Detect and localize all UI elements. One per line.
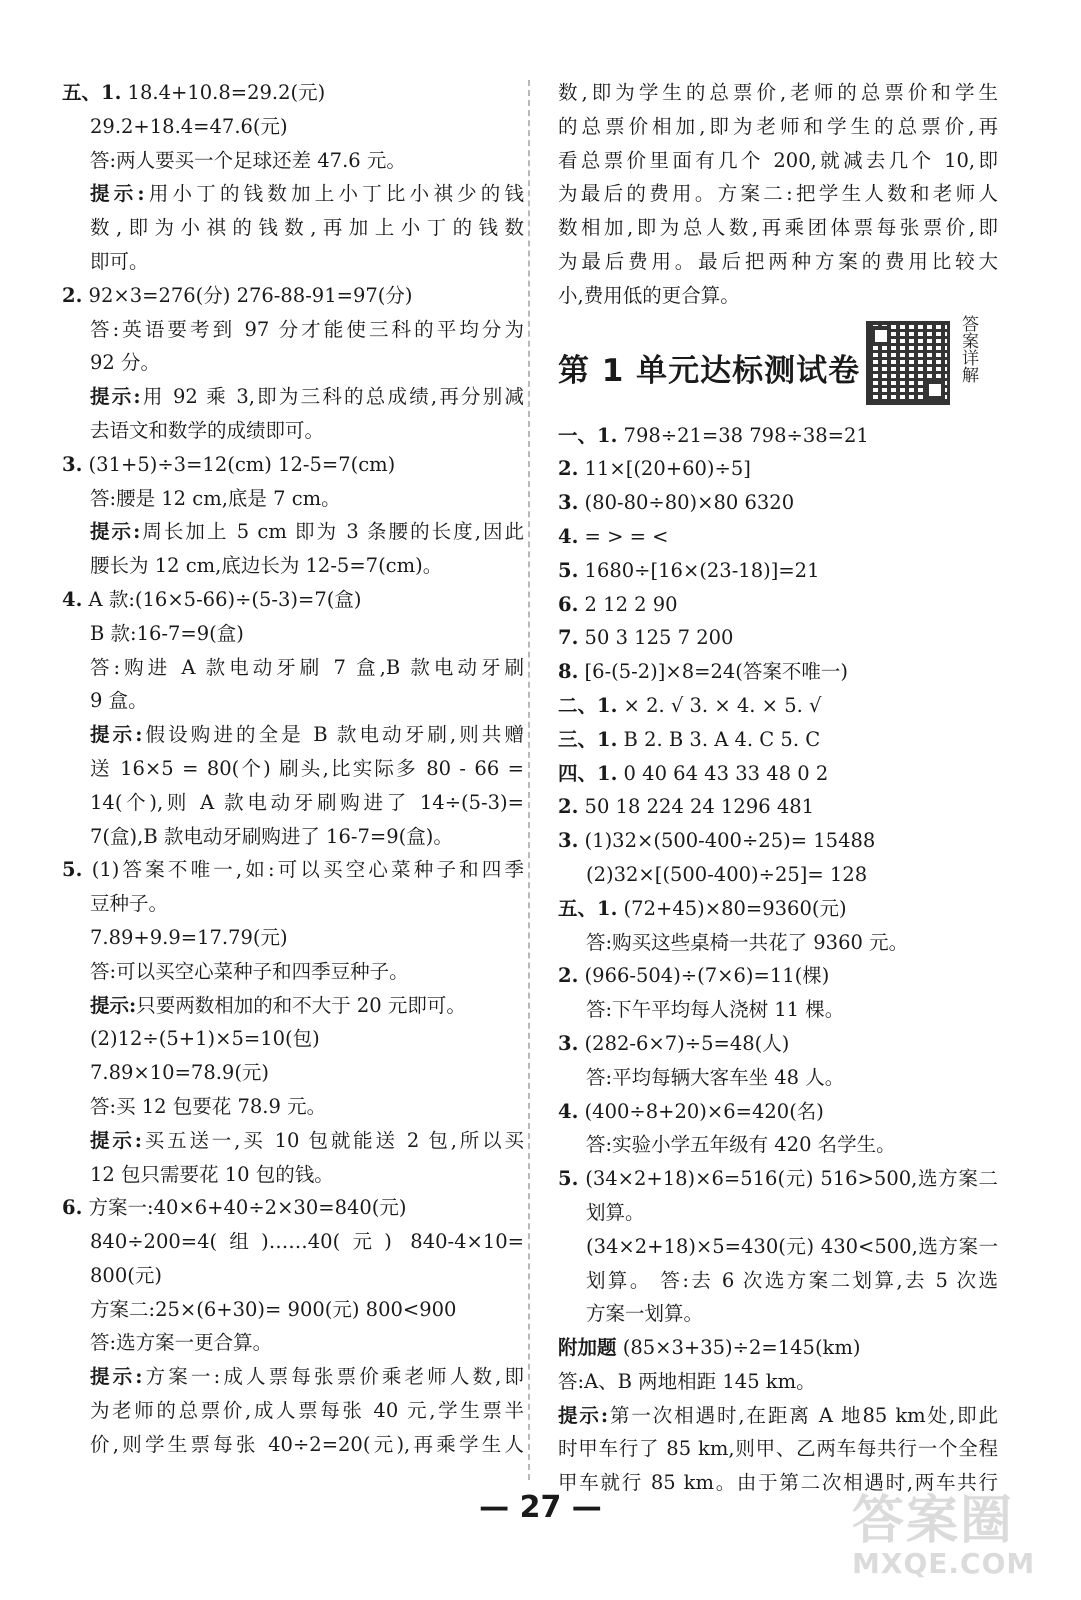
line-text: 为最后的费用。方案二:把学生人数和老师人 [558,182,998,206]
line-text: 92×3=276(分) 276-88-91=97(分) [82,283,413,307]
text-line [62,211,524,245]
text-line [62,1056,524,1090]
text-line [62,313,524,347]
line-text: (1)32×(500-400÷25)= 15488 [578,829,876,853]
line-text: 0 40 64 43 33 48 0 2 [617,761,829,785]
item-label: 8. [558,660,579,684]
item-label: 3. [558,491,579,515]
line-text: 50 18 224 24 1296 481 [578,795,815,819]
text-line [558,419,998,453]
text-line [62,651,524,685]
line-text: 划算。 [586,1200,645,1224]
text-line [558,1331,998,1365]
line-text: (80-80÷80)×80 6320 [578,491,795,515]
watermark-logo [852,1478,1036,1590]
text-line [62,1293,524,1327]
item-label: 五、1. [558,896,618,920]
line-text: × 2. √ 3. × 4. × 5. √ [617,693,822,717]
text-line [558,993,998,1027]
line-text: 12 包只需要花 10 包的钱。 [90,1162,334,1186]
text-line [558,110,998,144]
line-text: 11×[(20+60)÷5] [578,457,751,481]
text-line [62,820,524,854]
item-label: 3. [558,1031,579,1055]
text-line [62,346,524,380]
line-text: 方案一:成人票每张票价乘老师人数,即 [142,1365,524,1389]
text-line [62,853,524,887]
text-line [558,1061,998,1095]
line-text: (2)32×[(500-400)÷25]= 128 [586,862,868,886]
text-line [62,110,524,144]
right-continuation [558,76,998,313]
text-line [558,177,998,211]
line-text: 答:腰是 12 cm,底是 7 cm。 [90,486,341,510]
line-text: 840÷200=4(组)……40(元) 840-4×10= [90,1230,524,1254]
text-line [558,245,998,279]
line-text: 798÷21=38 798÷38=21 [617,423,869,447]
item-label: 6. [62,1196,83,1220]
item-label: 一、1. [558,423,618,447]
text-line [558,621,998,655]
item-label: 3. [558,829,579,853]
text-line [558,1196,998,1230]
text-line [558,486,998,520]
item-label: 2. [558,795,579,819]
text-line [62,617,524,651]
text-line [558,1297,998,1331]
text-line [62,752,524,786]
line-text: (34×2+18)×6=516(元) 516>500,选方案二 [578,1167,998,1191]
line-text: 即可。 [90,249,149,273]
item-label: 提示: [90,993,137,1017]
text-line [558,1095,998,1129]
item-label: 5. [558,558,579,582]
line-text: 答:选方案一更合算。 [90,1331,273,1355]
line-text: (31+5)÷3=12(cm) 12-5=7(cm) [82,452,396,476]
qr-code-icon[interactable] [866,321,950,405]
text-line [558,1432,998,1466]
text-line [558,790,998,824]
text-line [62,583,524,617]
line-text: 送 16×5 = 80(个) 刷头,比实际多 80 - 66 = [90,756,524,780]
line-text: 甲车就行 85 km。由于第二次相遇时,两车共行 [558,1471,998,1495]
line-text: 价,则学生票每张 40÷2=20(元),再乘学生人 [90,1432,524,1456]
line-text: 看总票价里面有几个 200,就减去几个 10,即 [558,148,998,172]
line-text: 数,即为小祺的钱数,再加上小丁的钱数 [90,216,524,240]
line-text: 答:英语要考到 97 分才能使三科的平均分为 [90,317,524,341]
text-line [62,1124,524,1158]
line-text: 方案一划算。 [586,1302,704,1326]
line-text: 92 分。 [90,351,161,375]
item-label: 2. [558,964,579,988]
line-text: 只要两数相加的和不大于 20 元即可。 [136,993,466,1017]
item-label: 2. [558,457,579,481]
text-line [558,892,998,926]
left-column [62,76,524,1462]
item-label: 四、1. [558,761,618,785]
item-label: 提示: [558,1403,609,1427]
item-label: 五、1. [62,81,122,104]
line-text: = > = < [578,524,669,548]
text-line [62,1225,524,1259]
text-line [558,824,998,858]
text-line [62,1022,524,1056]
line-text: [6-(5-2)]×8=24(答案不唯一) [578,660,848,684]
line-text: 答:买 12 包要花 78.9 元。 [90,1094,327,1118]
text-line [62,921,524,955]
text-line [558,757,998,791]
line-text: 周长加上 5 cm 即为 3 条腰的长度,因此 [140,520,524,544]
text-line [558,959,998,993]
item-label: 提示: [90,385,141,409]
item-label: 4. [62,587,83,611]
line-text: (966-504)÷(7×6)=11(棵) [578,964,830,988]
text-line [558,926,998,960]
text-line [62,76,524,110]
line-text: (2)12÷(5+1)×5=10(包) [90,1027,320,1051]
text-line [558,1399,998,1433]
line-text: 方案一:40×6+40÷2×30=840(元) [82,1196,407,1220]
line-text: 答:A、B 两地相距 145 km。 [558,1369,816,1393]
text-line [62,1090,524,1124]
line-text: 9 盒。 [90,689,148,713]
line-text: 7.89×10=78.9(元) [90,1061,270,1085]
text-line [558,1162,998,1196]
line-text: 答:平均每辆大客车坐 48 人。 [586,1065,845,1089]
text-line [558,723,998,757]
line-text: (400÷8+20)×6=420(名) [578,1099,824,1123]
line-text: 为最后费用。最后把两种方案的费用比较大 [558,249,998,273]
line-text: (282-6×7)÷5=48(人) [578,1031,790,1055]
item-label: 附加题 [558,1336,617,1360]
line-text: 用小丁的钱数加上小丁比小祺少的钱 [144,182,524,206]
text-line [558,1365,998,1399]
item-label: 4. [558,1099,579,1123]
text-line [62,989,524,1023]
line-text: 答:购买这些桌椅一共花了 9360 元。 [586,930,909,954]
line-text: 买五送一,买 10 包就能送 2 包,所以买 [141,1128,524,1152]
text-line [558,452,998,486]
text-line [62,482,524,516]
text-line [558,1264,998,1298]
text-line [558,520,998,554]
text-line [558,1027,998,1061]
text-line [558,279,998,313]
item-label: 提示: [90,1365,143,1389]
line-text: (85×3+35)÷2=145(km) [616,1336,861,1360]
text-line [62,549,524,583]
text-line [62,1394,524,1428]
text-line [558,655,998,689]
line-text: 答:两人要买一个足球还差 47.6 元。 [90,148,406,172]
line-text: (72+45)×80=9360(元) [617,896,847,920]
line-text: (1)答案不唯一,如:可以买空心菜种子和四季 [82,858,524,882]
text-line [62,1191,524,1225]
text-line [62,448,524,482]
text-line [62,1360,524,1394]
text-line [62,177,524,211]
line-text: 7(盒),B 款电动牙刷购进了 16-7=9(盒)。 [90,824,453,848]
line-text: 用 92 乘 3,即为三科的总成绩,再分别减 [140,385,524,409]
text-line [558,211,998,245]
text-line [558,144,998,178]
item-label: 提示: [90,182,145,206]
watermark-text: 答案圈 [852,1491,1015,1551]
line-text: B 2. B 3. A 4. C 5. C [617,727,821,751]
item-label: 二、1. [558,693,618,717]
column-divider [528,80,530,1480]
text-line [62,887,524,921]
page-number: — 27 — [479,1490,602,1525]
line-text: 50 3 125 7 200 [578,626,734,650]
line-text: 去语文和数学的成绩即可。 [90,418,325,442]
line-text: B 款:16-7=9(盒) [90,621,244,645]
item-label: 4. [558,524,579,548]
line-text: 29.2+18.4=47.6(元) [90,114,288,138]
text-line [62,380,524,414]
item-label: 三、1. [558,727,618,751]
item-label: 2. [62,283,83,307]
text-line [62,1259,524,1293]
line-text: 方案二:25×(6+30)= 900(元) 800<900 [90,1297,457,1321]
item-label: 提示: [90,1128,142,1152]
text-line [62,1428,524,1462]
line-text: 答:购进 A 款电动牙刷 7 盒,B 款电动牙刷 [90,655,524,679]
line-text: 7.89+9.9=17.79(元) [90,925,288,949]
text-line [62,245,524,279]
item-label: 提示: [90,520,141,544]
line-text: 14(个),则 A 款电动牙刷购进了 14÷(5-3)= [90,790,524,814]
item-label: 3. [62,452,83,476]
text-line [558,858,998,892]
answer-list [558,419,998,1501]
line-text: A 款:(16×5-66)÷(5-3)=7(盒) [82,587,362,611]
text-line [558,689,998,723]
line-text: 数相加,即为总人数,再乘团体票每张票价,即 [558,216,998,240]
item-label: 提示: [90,723,143,747]
text-line [62,1158,524,1192]
qr-label: 答案详解 [958,314,978,383]
line-text: 豆种子。 [90,892,169,916]
text-line [62,144,524,178]
text-line [62,718,524,752]
line-text: 第一次相遇时,在距离 A 地85 km处,即此 [608,1403,998,1427]
text-line [62,279,524,313]
text-line [62,955,524,989]
text-line [62,1326,524,1360]
line-text: 1680÷[16×(23-18)]=21 [578,558,820,582]
line-text: 答:下午平均每人浇树 11 棵。 [586,998,845,1022]
text-line [558,588,998,622]
line-text: 腰长为 12 cm,底边长为 12-5=7(cm)。 [90,554,443,578]
section-header [558,313,998,419]
line-text: 假设购进的全是 B 款电动牙刷,则共赠 [142,723,524,747]
item-label: 6. [558,592,579,616]
text-line [62,786,524,820]
watermark-domain: MXQE.COM [852,1547,1036,1580]
line-text: 划算。 答:去 6 次选方案二划算,去 5 次选 [586,1268,998,1292]
line-text: (34×2+18)×5=430(元) 430<500,选方案一 [586,1234,998,1258]
text-line [62,684,524,718]
text-line [558,1128,998,1162]
text-line [62,414,524,448]
line-text: 时甲车行了 85 km,则甲、乙两车每共行一个全程 [558,1437,998,1461]
line-text: 的总票价相加,即为老师和学生的总票价,再 [558,114,998,138]
line-text: 800(元) [90,1263,162,1287]
line-text: 数,即为学生的总票价,老师的总票价和学生 [558,81,998,104]
line-text: 答:实验小学五年级有 420 名学生。 [586,1133,896,1157]
line-text: 答:可以买空心菜种子和四季豆种子。 [90,959,409,983]
right-column [558,76,998,1500]
line-text: 为老师的总票价,成人票每张 40 元,学生票半 [90,1399,524,1423]
item-label: 7. [558,626,579,650]
item-label: 5. [558,1167,579,1191]
line-text: 小,费用低的更合算。 [558,283,740,307]
line-text: 18.4+10.8=29.2(元) [121,81,326,104]
item-label: 5. [62,858,83,882]
text-line [558,1230,998,1264]
section-title: 第 1 单元达标测试卷 [558,352,861,389]
text-line [558,76,998,110]
text-line [62,515,524,549]
text-line [558,554,998,588]
line-text: 2 12 2 90 [578,592,678,616]
